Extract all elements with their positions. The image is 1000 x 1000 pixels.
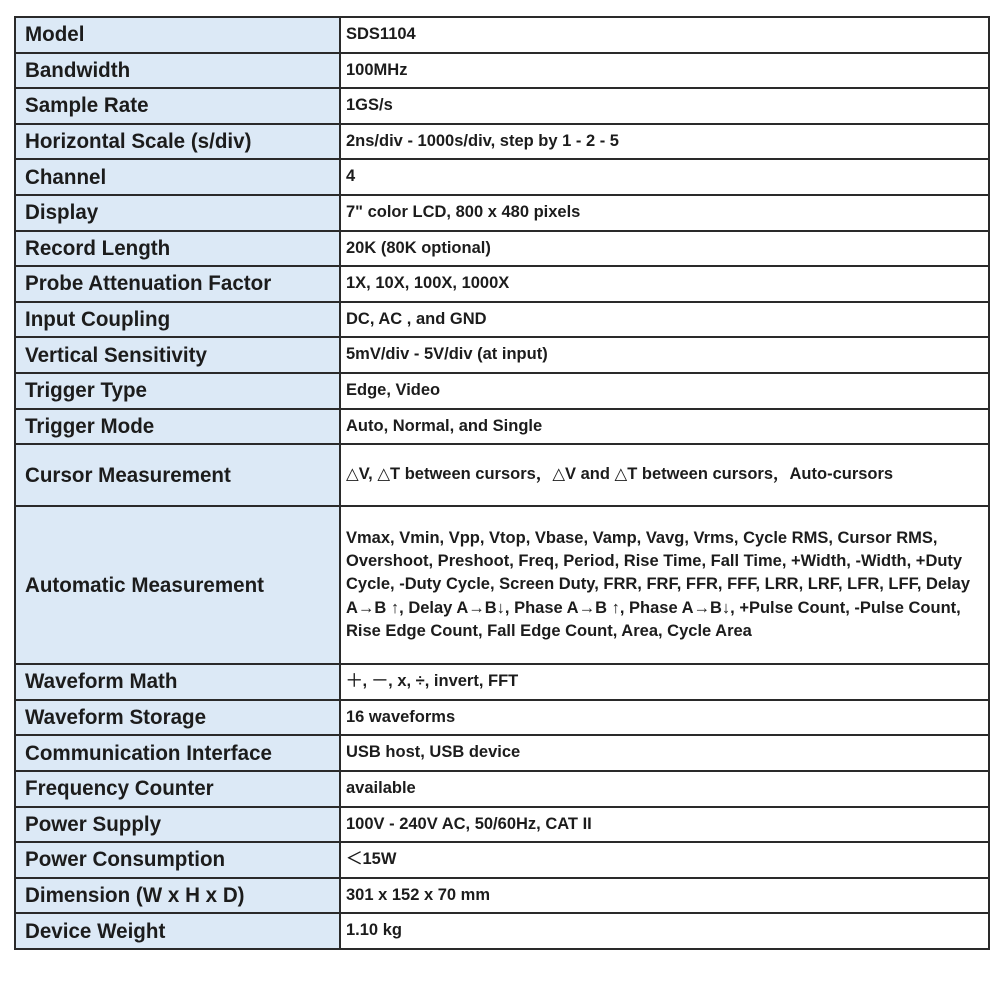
spec-row-display: [15, 195, 989, 231]
spec-label: Horizontal Scale (s/div): [15, 124, 340, 160]
spec-row-sample-rate: [15, 88, 989, 124]
spec-label: Dimension (W x H x D): [15, 878, 340, 914]
spec-value: USB host, USB device: [340, 735, 989, 771]
spec-value: 4: [340, 159, 989, 195]
spec-label: Input Coupling: [15, 302, 340, 338]
spec-row-input-coupling: [15, 302, 989, 338]
spec-value: 5mV/div - 5V/div (at input): [340, 337, 989, 373]
spec-value: 1GS/s: [340, 88, 989, 124]
spec-label: Record Length: [15, 231, 340, 267]
spec-row-dimension: [15, 878, 989, 914]
spec-value: SDS1104: [340, 17, 989, 53]
spec-row-probe-attenuation: [15, 266, 989, 302]
spec-label: Trigger Type: [15, 373, 340, 409]
spec-label: Power Supply: [15, 807, 340, 843]
spec-row-channel: [15, 159, 989, 195]
spec-value: Edge, Video: [340, 373, 989, 409]
spec-row-horizontal-scale: [15, 124, 989, 160]
spec-label: Automatic Measurement: [15, 506, 340, 664]
spec-label: Device Weight: [15, 913, 340, 949]
spec-value: ＜15W: [340, 842, 989, 878]
spec-row-device-weight: [15, 913, 989, 949]
spec-row-vertical-sensitivity: [15, 337, 989, 373]
spec-value: 1X, 10X, 100X, 1000X: [340, 266, 989, 302]
spec-value: 16 waveforms: [340, 700, 989, 736]
spec-value: 20K (80K optional): [340, 231, 989, 267]
spec-label: Waveform Storage: [15, 700, 340, 736]
spec-value: Auto, Normal, and Single: [340, 409, 989, 445]
spec-row-waveform-storage: [15, 700, 989, 736]
spec-label: Waveform Math: [15, 664, 340, 700]
spec-label: Communication Interface: [15, 735, 340, 771]
spec-label: Power Consumption: [15, 842, 340, 878]
spec-value: 301 x 152 x 70 mm: [340, 878, 989, 914]
spec-table: [14, 16, 990, 950]
spec-row-trigger-mode: [15, 409, 989, 445]
spec-value: 1.10 kg: [340, 913, 989, 949]
spec-label: Bandwidth: [15, 53, 340, 89]
spec-label: Trigger Mode: [15, 409, 340, 445]
spec-value: Vmax, Vmin, Vpp, Vtop, Vbase, Vamp, Vavg, Vrms, Cycle RMS, Cursor RMS, Overshoot, Preshoot, Freq, Period, Rise Time, Fall Time, +Width, -Width, +Duty Cycle, -Duty Cycle, Screen Duty, FRR, FRF, FFR, FFF, LRR, LRF, LFR, LFF, Delay A→B ↑, Delay A→B↓, Phase A→B ↑, Phase A→B↓, +Pulse Count, -Pulse Count, Rise Edge Count, Fall Edge Count, Area, Cycle Area: [340, 506, 989, 664]
spec-row-trigger-type: [15, 373, 989, 409]
spec-value: ＋, －, x, ÷, invert, FFT: [340, 664, 989, 700]
spec-label: Model: [15, 17, 340, 53]
spec-row-cursor-measurement: [15, 444, 989, 506]
spec-row-record-length: [15, 231, 989, 267]
spec-label: Sample Rate: [15, 88, 340, 124]
spec-value: 100MHz: [340, 53, 989, 89]
spec-label: Cursor Measurement: [15, 444, 340, 506]
spec-row-power-supply: [15, 807, 989, 843]
spec-value: 7" color LCD, 800 x 480 pixels: [340, 195, 989, 231]
spec-label: Vertical Sensitivity: [15, 337, 340, 373]
spec-row-model: [15, 17, 989, 53]
spec-label: Frequency Counter: [15, 771, 340, 807]
spec-row-waveform-math: [15, 664, 989, 700]
spec-value: △V, △T between cursors，△V and △T between cursors，Auto-cursors: [340, 444, 989, 506]
spec-value: 2ns/div - 1000s/div, step by 1 - 2 - 5: [340, 124, 989, 160]
spec-label: Display: [15, 195, 340, 231]
spec-label: Channel: [15, 159, 340, 195]
spec-row-automatic-measurement: [15, 506, 989, 664]
spec-value: DC, AC , and GND: [340, 302, 989, 338]
spec-row-power-consumption: [15, 842, 989, 878]
spec-row-bandwidth: [15, 53, 989, 89]
spec-row-frequency-counter: [15, 771, 989, 807]
spec-label: Probe Attenuation Factor: [15, 266, 340, 302]
spec-value: 100V - 240V AC, 50/60Hz, CAT II: [340, 807, 989, 843]
spec-value: available: [340, 771, 989, 807]
spec-row-communication-interface: [15, 735, 989, 771]
